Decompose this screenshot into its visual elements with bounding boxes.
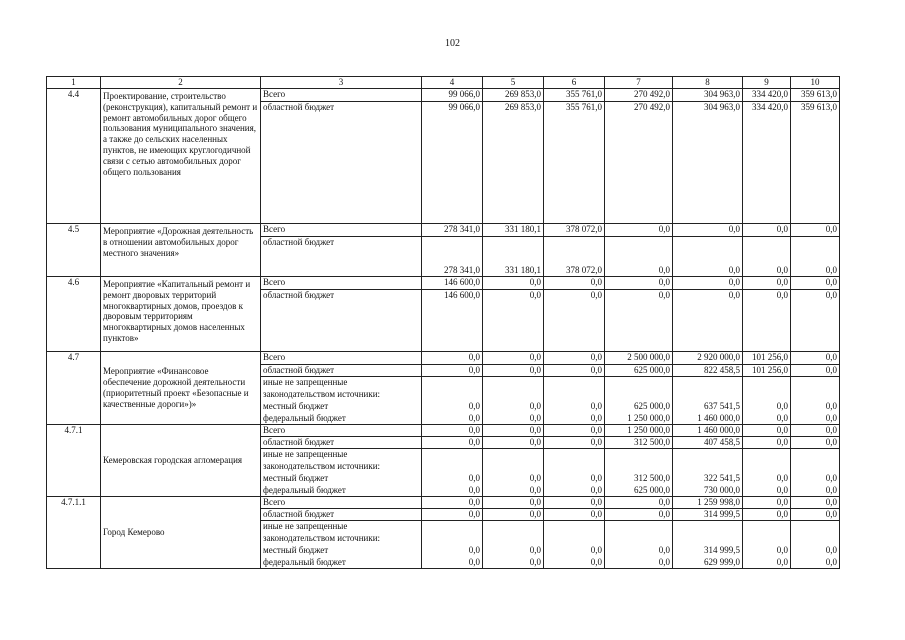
value-cell: 0,0 bbox=[544, 290, 605, 352]
table-row bbox=[47, 277, 840, 290]
item-name: Город Кемерово bbox=[101, 497, 261, 569]
value-cell: 629 999,0 bbox=[673, 557, 743, 569]
value-cell: 99 066,0 bbox=[422, 102, 483, 224]
item-code: 4.7 bbox=[47, 352, 101, 425]
value-cell bbox=[483, 389, 544, 401]
header-cell: 8 bbox=[673, 77, 743, 89]
value-cell: 331 180,1 bbox=[483, 224, 544, 237]
value-cell: 0,0 bbox=[483, 473, 544, 485]
funding-source: местный бюджет bbox=[261, 473, 422, 485]
value-cell: 0,0 bbox=[483, 401, 544, 413]
funding-source: законодательством источники: bbox=[261, 461, 422, 473]
value-cell bbox=[791, 533, 840, 545]
value-cell: 0,0 bbox=[422, 365, 483, 377]
value-cell: 270 492,0 bbox=[605, 102, 673, 224]
value-cell: 314 999,5 bbox=[673, 545, 743, 557]
value-cell bbox=[673, 377, 743, 389]
value-cell: 0,0 bbox=[743, 473, 791, 485]
value-cell bbox=[791, 449, 840, 461]
value-cell: 0,0 bbox=[544, 497, 605, 509]
value-cell: 0,0 bbox=[544, 425, 605, 437]
item-name: Мероприятие «Дорожная деятельность в отношении автомобильных дорог местного значения» bbox=[101, 224, 261, 277]
table-body bbox=[47, 89, 840, 569]
value-cell bbox=[483, 533, 544, 545]
value-cell: 0,0 bbox=[605, 545, 673, 557]
value-cell: 359 613,0 bbox=[791, 89, 840, 102]
value-cell: 0,0 bbox=[791, 425, 840, 437]
value-cell: 0,0 bbox=[422, 473, 483, 485]
header-cell: 7 bbox=[605, 77, 673, 89]
value-cell: 0,0 bbox=[791, 277, 840, 290]
funding-source: Всего bbox=[261, 497, 422, 509]
value-cell: 1 460 000,0 bbox=[673, 425, 743, 437]
value-cell bbox=[483, 449, 544, 461]
item-name: Проектирование, строительство (реконструкция), капитальный ремонт и ремонт автомобильных дорог общего пользования муниципального значения, а также до сельских населенных пунктов, не имеющих круглогодичной связи с сетью автомобильных дорог общего пользования bbox=[101, 89, 261, 224]
value-cell: 0,0 bbox=[791, 545, 840, 557]
funding-source: Всего bbox=[261, 89, 422, 102]
value-cell: 0,0 bbox=[544, 545, 605, 557]
value-cell: 0,0 bbox=[483, 485, 544, 497]
value-cell: 0,0 bbox=[791, 413, 840, 425]
value-cell bbox=[605, 389, 673, 401]
item-name: Кемеровская городская агломерация bbox=[101, 425, 261, 497]
value-cell: 312 500,0 bbox=[605, 473, 673, 485]
value-cell: 304 963,0 bbox=[673, 89, 743, 102]
value-cell: 0,0 bbox=[743, 413, 791, 425]
value-cell: 2 920 000,0 bbox=[673, 352, 743, 365]
value-cell bbox=[791, 377, 840, 389]
funding-source: федеральный бюджет bbox=[261, 557, 422, 569]
funding-source: областной бюджет bbox=[261, 290, 422, 352]
value-cell: 0,0 bbox=[483, 413, 544, 425]
value-cell: 304 963,0 bbox=[673, 102, 743, 224]
header-cell: 4 bbox=[422, 77, 483, 89]
funding-source: Всего bbox=[261, 352, 422, 365]
value-cell: 0,0 bbox=[791, 237, 840, 277]
value-cell: 0,0 bbox=[483, 545, 544, 557]
value-cell bbox=[605, 461, 673, 473]
funding-source: законодательством источники: bbox=[261, 533, 422, 545]
value-cell: 359 613,0 bbox=[791, 102, 840, 224]
value-cell: 0,0 bbox=[743, 290, 791, 352]
value-cell: 278 341,0 bbox=[422, 224, 483, 237]
value-cell bbox=[422, 377, 483, 389]
value-cell: 0,0 bbox=[791, 352, 840, 365]
table-row bbox=[47, 497, 840, 509]
value-cell bbox=[422, 389, 483, 401]
value-cell: 0,0 bbox=[743, 545, 791, 557]
value-cell: 0,0 bbox=[422, 352, 483, 365]
value-cell: 0,0 bbox=[544, 437, 605, 449]
value-cell bbox=[605, 521, 673, 533]
value-cell: 1 250 000,0 bbox=[605, 413, 673, 425]
funding-source: Всего bbox=[261, 224, 422, 237]
funding-source: Всего bbox=[261, 425, 422, 437]
value-cell: 0,0 bbox=[483, 365, 544, 377]
funding-source: местный бюджет bbox=[261, 545, 422, 557]
funding-source: Всего bbox=[261, 277, 422, 290]
value-cell: 0,0 bbox=[422, 401, 483, 413]
funding-source: федеральный бюджет bbox=[261, 485, 422, 497]
item-code: 4.5 bbox=[47, 224, 101, 277]
value-cell: 0,0 bbox=[791, 497, 840, 509]
value-cell bbox=[544, 389, 605, 401]
value-cell: 0,0 bbox=[605, 557, 673, 569]
value-cell bbox=[422, 521, 483, 533]
item-code: 4.7.1 bbox=[47, 425, 101, 497]
item-code: 4.6 bbox=[47, 277, 101, 352]
value-cell: 355 761,0 bbox=[544, 102, 605, 224]
value-cell bbox=[673, 389, 743, 401]
value-cell: 146 600,0 bbox=[422, 277, 483, 290]
funding-source: иные не запрещенные bbox=[261, 521, 422, 533]
value-cell: 0,0 bbox=[743, 437, 791, 449]
value-cell: 331 180,1 bbox=[483, 237, 544, 277]
value-cell: 0,0 bbox=[605, 509, 673, 521]
value-cell bbox=[483, 461, 544, 473]
funding-source: федеральный бюджет bbox=[261, 413, 422, 425]
value-cell bbox=[544, 521, 605, 533]
value-cell: 0,0 bbox=[483, 437, 544, 449]
value-cell: 0,0 bbox=[743, 557, 791, 569]
value-cell: 0,0 bbox=[422, 497, 483, 509]
value-cell: 0,0 bbox=[791, 401, 840, 413]
funding-source: иные не запрещенные bbox=[261, 449, 422, 461]
funding-source: областной бюджет bbox=[261, 237, 422, 277]
value-cell bbox=[673, 449, 743, 461]
value-cell: 0,0 bbox=[544, 277, 605, 290]
value-cell bbox=[422, 533, 483, 545]
value-cell: 0,0 bbox=[791, 485, 840, 497]
value-cell: 269 853,0 bbox=[483, 102, 544, 224]
value-cell: 0,0 bbox=[743, 425, 791, 437]
value-cell: 0,0 bbox=[483, 557, 544, 569]
budget-table bbox=[46, 76, 840, 569]
value-cell: 0,0 bbox=[743, 237, 791, 277]
value-cell: 355 761,0 bbox=[544, 89, 605, 102]
value-cell bbox=[605, 533, 673, 545]
value-cell bbox=[483, 377, 544, 389]
funding-source: областной бюджет bbox=[261, 102, 422, 224]
funding-source: областной бюджет bbox=[261, 437, 422, 449]
value-cell: 0,0 bbox=[791, 224, 840, 237]
value-cell: 0,0 bbox=[422, 425, 483, 437]
value-cell bbox=[743, 377, 791, 389]
header-cell: 6 bbox=[544, 77, 605, 89]
value-cell: 0,0 bbox=[422, 485, 483, 497]
value-cell: 378 072,0 bbox=[544, 237, 605, 277]
table-row bbox=[47, 224, 840, 237]
value-cell: 1 460 000,0 bbox=[673, 413, 743, 425]
value-cell: 625 000,0 bbox=[605, 401, 673, 413]
header-cell: 10 bbox=[791, 77, 840, 89]
value-cell: 0,0 bbox=[544, 401, 605, 413]
value-cell bbox=[791, 389, 840, 401]
value-cell: 334 420,0 bbox=[743, 102, 791, 224]
value-cell: 625 000,0 bbox=[605, 365, 673, 377]
item-name: Мероприятие «Капитальный ремонт и ремонт дворовых территорий многоквартирных домов, проездов к дворовым территориям многоквартирных домов населенных пунктов» bbox=[101, 277, 261, 352]
funding-source: законодательством источники: bbox=[261, 389, 422, 401]
value-cell bbox=[743, 389, 791, 401]
value-cell: 0,0 bbox=[544, 485, 605, 497]
header-cell: 5 bbox=[483, 77, 544, 89]
value-cell: 269 853,0 bbox=[483, 89, 544, 102]
value-cell: 378 072,0 bbox=[544, 224, 605, 237]
value-cell: 278 341,0 bbox=[422, 237, 483, 277]
value-cell bbox=[743, 449, 791, 461]
value-cell: 0,0 bbox=[791, 290, 840, 352]
value-cell bbox=[544, 449, 605, 461]
value-cell: 0,0 bbox=[605, 224, 673, 237]
table-row bbox=[47, 89, 840, 102]
value-cell: 0,0 bbox=[673, 237, 743, 277]
header-cell: 9 bbox=[743, 77, 791, 89]
value-cell: 0,0 bbox=[791, 365, 840, 377]
value-cell: 0,0 bbox=[673, 224, 743, 237]
page-number: 102 bbox=[445, 38, 460, 49]
value-cell: 0,0 bbox=[483, 509, 544, 521]
value-cell bbox=[743, 521, 791, 533]
value-cell: 0,0 bbox=[544, 557, 605, 569]
value-cell: 0,0 bbox=[605, 497, 673, 509]
value-cell: 822 458,5 bbox=[673, 365, 743, 377]
value-cell: 0,0 bbox=[743, 401, 791, 413]
item-name: Мероприятие «Финансовое обеспечение дорожной деятельности (приоритетный проект «Безопасные и качественные дороги»)» bbox=[101, 352, 261, 425]
value-cell: 0,0 bbox=[544, 365, 605, 377]
value-cell: 0,0 bbox=[743, 485, 791, 497]
funding-source: местный бюджет bbox=[261, 401, 422, 413]
value-cell: 1 250 000,0 bbox=[605, 425, 673, 437]
value-cell bbox=[544, 461, 605, 473]
value-cell: 0,0 bbox=[743, 509, 791, 521]
table-row bbox=[47, 425, 840, 437]
header-cell: 3 bbox=[261, 77, 422, 89]
value-cell: 407 458,5 bbox=[673, 437, 743, 449]
value-cell: 0,0 bbox=[483, 352, 544, 365]
value-cell: 0,0 bbox=[743, 277, 791, 290]
value-cell bbox=[791, 521, 840, 533]
value-cell: 0,0 bbox=[605, 237, 673, 277]
item-code: 4.7.1.1 bbox=[47, 497, 101, 569]
value-cell: 0,0 bbox=[422, 545, 483, 557]
value-cell: 101 256,0 bbox=[743, 365, 791, 377]
value-cell: 0,0 bbox=[544, 509, 605, 521]
funding-source: областной бюджет bbox=[261, 509, 422, 521]
value-cell: 0,0 bbox=[605, 290, 673, 352]
value-cell bbox=[422, 461, 483, 473]
value-cell: 0,0 bbox=[743, 497, 791, 509]
value-cell: 0,0 bbox=[544, 413, 605, 425]
value-cell: 0,0 bbox=[422, 509, 483, 521]
value-cell: 0,0 bbox=[791, 437, 840, 449]
item-code: 4.4 bbox=[47, 89, 101, 224]
value-cell: 0,0 bbox=[483, 497, 544, 509]
value-cell: 314 999,5 bbox=[673, 509, 743, 521]
value-cell: 0,0 bbox=[673, 277, 743, 290]
funding-source: иные не запрещенные bbox=[261, 377, 422, 389]
value-cell bbox=[743, 533, 791, 545]
value-cell: 0,0 bbox=[422, 437, 483, 449]
value-cell: 0,0 bbox=[605, 277, 673, 290]
value-cell: 0,0 bbox=[743, 224, 791, 237]
value-cell: 730 000,0 bbox=[673, 485, 743, 497]
value-cell bbox=[673, 521, 743, 533]
value-cell: 270 492,0 bbox=[605, 89, 673, 102]
value-cell bbox=[791, 461, 840, 473]
header-cell: 1 bbox=[47, 77, 101, 89]
value-cell: 101 256,0 bbox=[743, 352, 791, 365]
value-cell bbox=[544, 377, 605, 389]
value-cell: 1 259 998,0 bbox=[673, 497, 743, 509]
value-cell: 0,0 bbox=[483, 425, 544, 437]
value-cell: 625 000,0 bbox=[605, 485, 673, 497]
value-cell: 146 600,0 bbox=[422, 290, 483, 352]
value-cell: 0,0 bbox=[544, 473, 605, 485]
value-cell: 0,0 bbox=[791, 473, 840, 485]
value-cell: 0,0 bbox=[791, 557, 840, 569]
value-cell: 0,0 bbox=[422, 413, 483, 425]
header-cell: 2 bbox=[101, 77, 261, 89]
value-cell: 0,0 bbox=[791, 509, 840, 521]
value-cell bbox=[673, 461, 743, 473]
value-cell: 312 500,0 bbox=[605, 437, 673, 449]
value-cell bbox=[743, 461, 791, 473]
value-cell: 322 541,5 bbox=[673, 473, 743, 485]
value-cell: 2 500 000,0 bbox=[605, 352, 673, 365]
value-cell bbox=[605, 449, 673, 461]
value-cell: 0,0 bbox=[544, 352, 605, 365]
value-cell: 637 541,5 bbox=[673, 401, 743, 413]
funding-source: областной бюджет bbox=[261, 365, 422, 377]
value-cell: 0,0 bbox=[483, 277, 544, 290]
header-row bbox=[47, 77, 840, 89]
value-cell: 0,0 bbox=[673, 290, 743, 352]
value-cell bbox=[673, 533, 743, 545]
value-cell: 0,0 bbox=[483, 290, 544, 352]
value-cell bbox=[605, 377, 673, 389]
value-cell bbox=[483, 521, 544, 533]
value-cell bbox=[422, 449, 483, 461]
value-cell: 0,0 bbox=[422, 557, 483, 569]
table-row bbox=[47, 352, 840, 365]
value-cell: 334 420,0 bbox=[743, 89, 791, 102]
value-cell bbox=[544, 533, 605, 545]
value-cell: 99 066,0 bbox=[422, 89, 483, 102]
